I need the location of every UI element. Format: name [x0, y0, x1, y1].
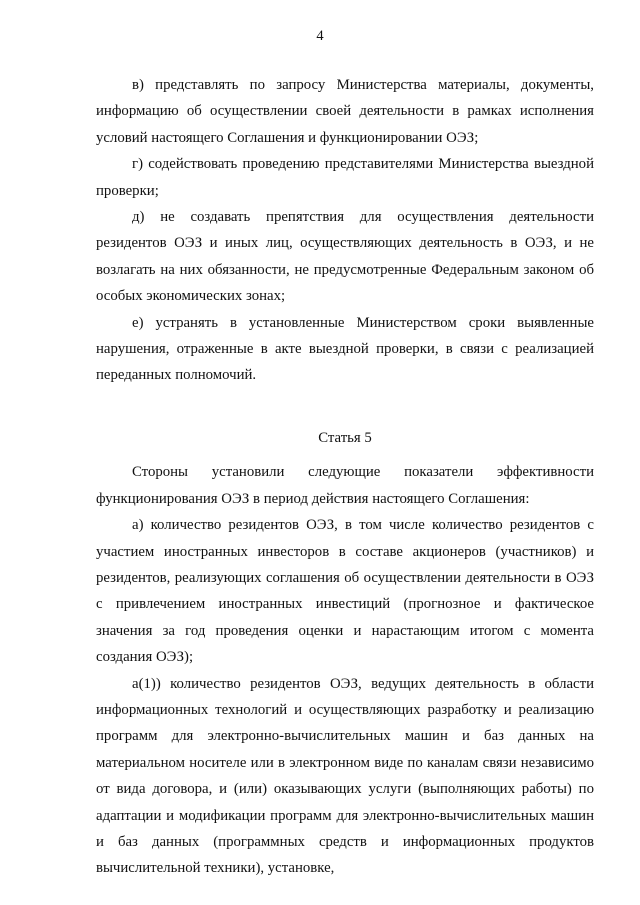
paragraph-a: а) количество резидентов ОЭЗ, в том числе количество резидентов с участием иностранных инвесторов в составе акционеров (участников) и резидентов, реализующих соглашения об осуществлении деятельности в ОЭЗ с привлечением иностранных инвестиций (прогнозное и фактическое значения за год проведения оценки и нарастающим итогом с момента создания ОЭЗ);	[96, 517, 594, 666]
paragraph-e: е) устранять в установленные Министерством сроки выявленные нарушения, отраженные в акте выездной проверки, в связи с реализацией переданных полномочий.	[96, 314, 594, 384]
article-heading: Статья 5	[318, 429, 372, 446]
paragraph-v: в) представлять по запросу Министерства материалы, документы, информацию об осуществлении своей деятельности в рамках исполнения условий настоящего Соглашения и функционировании ОЭЗ;	[96, 77, 594, 146]
paragraph-d: д) не создавать препятствия для осуществления деятельности резидентов ОЭЗ и иных лиц, осуществляющих деятельность в ОЭЗ, и не возлагать на них обязанности, не предусмотренные Федеральным законом об особых экономических зонах;	[96, 209, 594, 305]
document-body	[96, 72, 594, 882]
page-number: 4	[316, 28, 324, 44]
paragraph-a1: а(1)) количество резидентов ОЭЗ, ведущих деятельность в области информационных технологий и осуществляющих разработку и реализацию программ для электронно-вычислительных машин и баз данных на материальном носителе или в электронном виде по каналам связи независимо от вида договора, и (или) оказывающих услуги (выполняющих работы) по адаптации и модификации программ для электронно-вычислительных машин и баз данных (программных средств и информационных продуктов вычислительной техники), установке,	[96, 675, 594, 877]
article-intro-paragraph: Стороны установили следующие показатели эффективности функционирования ОЭЗ в период действия настоящего Соглашения:	[96, 464, 594, 507]
paragraph-g: г) содействовать проведению представителями Министерства выездной проверки;	[96, 156, 594, 199]
